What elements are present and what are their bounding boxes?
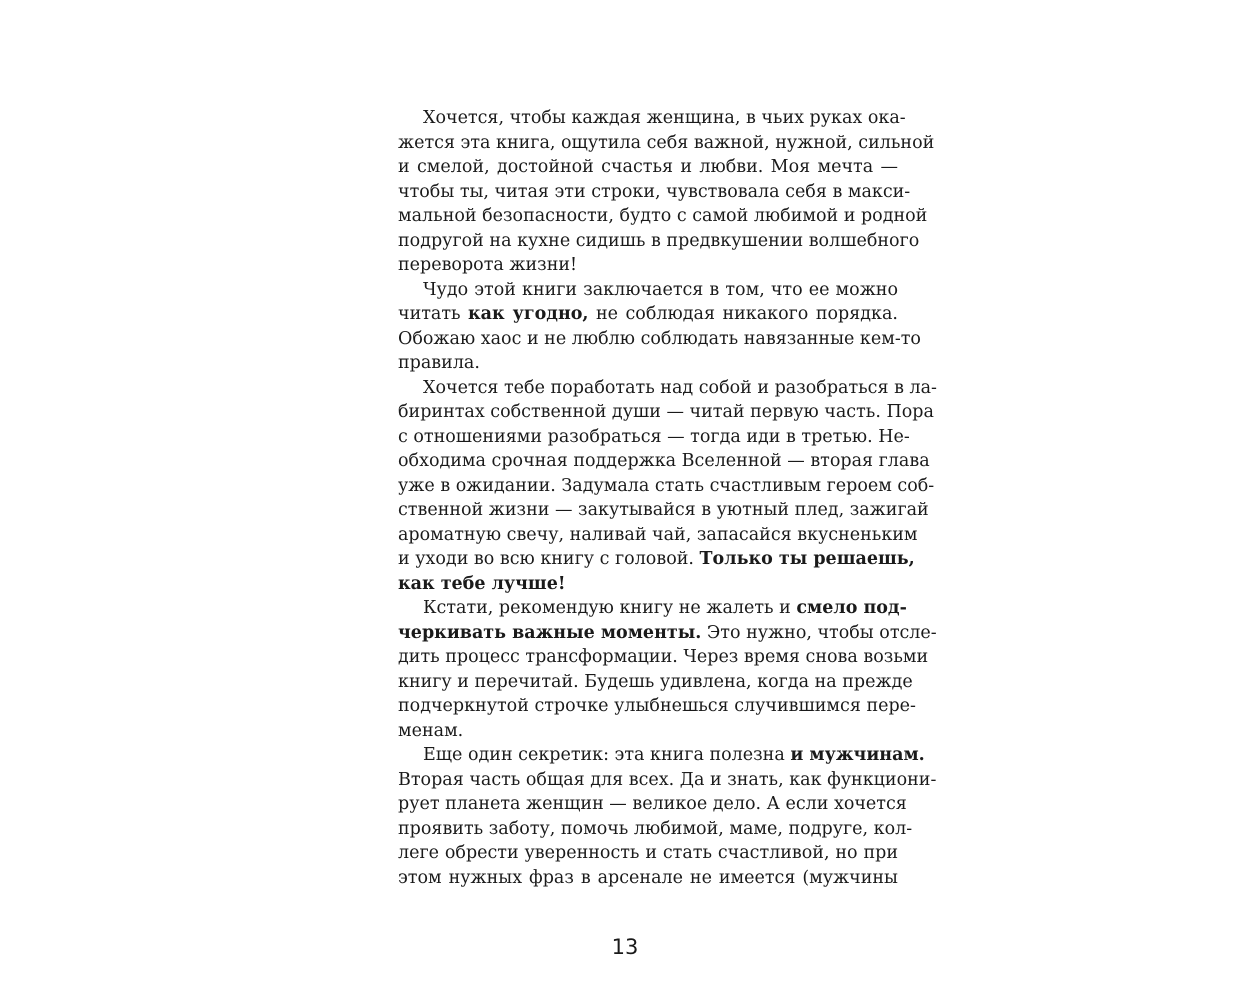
text-line — [398, 449, 930, 474]
text-run: правила. — [398, 353, 480, 373]
text-run: ственной жизни — закутывайся в уютный плед, зажигай — [398, 500, 929, 520]
text-line — [398, 743, 925, 768]
text-line — [398, 547, 915, 572]
text-run: обходима срочная поддержка Вселенной — вторая глава — [398, 451, 930, 471]
text-line — [398, 596, 907, 621]
text-line — [398, 694, 916, 719]
bold-text: черкивать важные моменты. — [398, 622, 702, 643]
text-line — [398, 327, 921, 352]
text-line — [398, 106, 906, 131]
paragraph — [398, 743, 937, 890]
bold-text: как угодно, — [468, 304, 589, 324]
text-run: Хочется, чтобы каждая женщина, в чьих руках ока- — [423, 108, 906, 128]
paragraph — [398, 596, 937, 743]
text-line — [398, 523, 918, 548]
text-run: уже в ожидании. Задумала стать счастливым героем соб- — [398, 475, 935, 496]
text-run: подчеркнутой строчке улыбнешься случившимся пере- — [398, 696, 916, 716]
text-run: читать — [398, 304, 469, 324]
text-line — [398, 645, 929, 670]
text-run: дить процесс трансформации. Через время снова возьми — [398, 647, 929, 667]
text-run: жется эта книга, ощутила себя важной, нужной, сильной — [398, 132, 935, 153]
text-run: леге обрести уверенность и стать счастливой, но при — [398, 843, 898, 863]
text-run: и смелой, достойной счастья и любви. Моя мечта — — [398, 157, 898, 177]
text-run: проявить заботу, помочь любимой, маме, подруге, кол- — [398, 818, 913, 839]
text-line — [398, 670, 913, 695]
text-line — [398, 474, 935, 499]
text-run: переворота жизни! — [398, 255, 578, 275]
text-line — [398, 792, 907, 817]
text-run: менам. — [398, 720, 464, 741]
text-line — [398, 180, 911, 205]
text-line — [398, 376, 937, 401]
text-run: Еще один секретик: эта книга полезна — [423, 745, 791, 765]
text-run: и уходи во всю книгу с головой. — [398, 549, 700, 569]
text-line — [398, 253, 898, 278]
paragraph — [398, 376, 937, 597]
text-run: подругой на кухне сидишь в предвкушении волшебного — [398, 230, 920, 251]
text-run: с отношениями разобраться — тогда иди в третью. Не- — [398, 426, 910, 447]
text-line — [398, 400, 934, 425]
text-line — [398, 841, 898, 866]
text-run: ароматную свечу, наливай чай, запасайся вкусненьким — [398, 524, 918, 545]
text-run: Хочется тебе поработать над собой и разобраться в ла- — [423, 377, 937, 398]
text-run: Кстати, рекомендую книгу не жалеть и — [423, 598, 797, 618]
text-line — [398, 155, 898, 180]
text-line — [398, 425, 910, 450]
text-line — [398, 866, 898, 891]
bold-text: как тебе лучше! — [398, 573, 566, 594]
text-run: рует планета женщин — великое дело. А если хочется — [398, 794, 907, 814]
text-line — [398, 278, 898, 303]
text-line — [398, 498, 929, 523]
paragraph — [398, 278, 921, 376]
body-text — [398, 106, 937, 890]
text-line — [398, 768, 937, 793]
text-run: Обожаю хаос и не люблю соблюдать навязанные кем-то — [398, 328, 921, 349]
page-number: 13 — [611, 935, 639, 959]
bold-text: смело под- — [796, 598, 907, 618]
text-line — [398, 302, 898, 327]
text-line — [398, 351, 898, 376]
text-line — [398, 229, 920, 254]
text-run: чтобы ты, читая эти строки, чувствовала себя в макси- — [398, 181, 911, 202]
text-line — [398, 621, 937, 646]
text-run: биринтах собственной души — читай первую часть. Пора — [398, 402, 934, 422]
text-line — [398, 204, 928, 229]
text-run: Вторая часть общая для всех. Да и знать, как функциони- — [398, 769, 937, 790]
bold-text: Только ты решаешь, — [699, 549, 915, 569]
text-run: книгу и перечитай. Будешь удивлена, когда на прежде — [398, 671, 913, 692]
text-run: Это нужно, чтобы отсле- — [701, 622, 937, 643]
text-run: Чудо этой книги заключается в том, что ее можно — [423, 279, 898, 300]
text-line — [398, 131, 935, 156]
text-run: этом нужных фраз в арсенале не имеется (мужчины — [398, 867, 898, 888]
text-line — [398, 719, 898, 744]
text-run: не соблюдая никакого порядка. — [588, 304, 898, 324]
text-line — [398, 572, 898, 597]
text-line — [398, 817, 913, 842]
bold-text: и мужчинам. — [790, 745, 925, 765]
paragraph — [398, 106, 935, 278]
text-run: мальной безопасности, будто с самой любимой и родной — [398, 206, 928, 226]
